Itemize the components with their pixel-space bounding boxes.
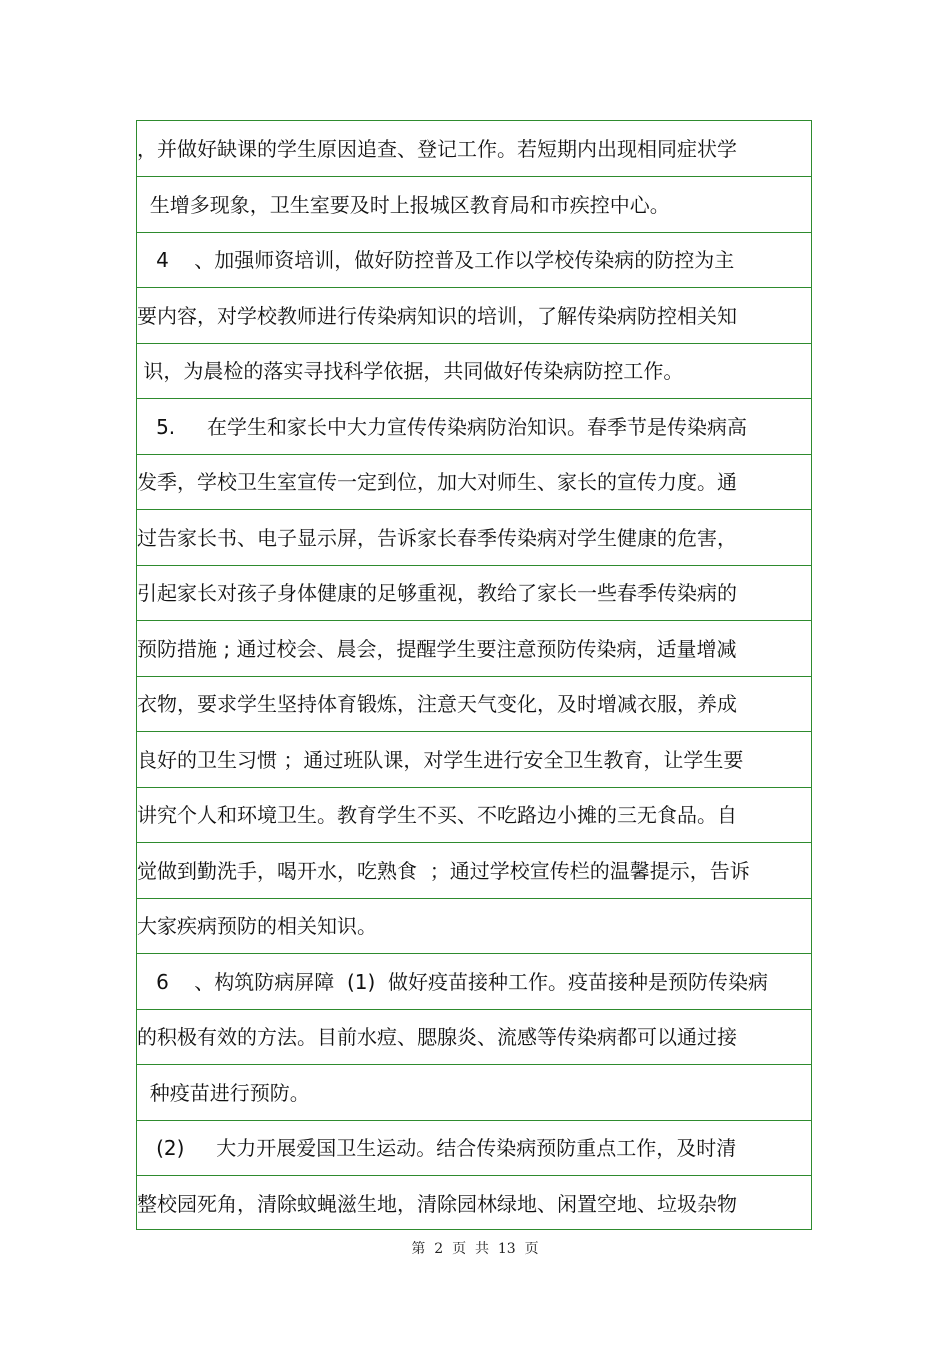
text-line: 要内容，对学校教师进行传染病知识的培训，了解传染病防控相关知 bbox=[137, 288, 811, 344]
text-line: 种疫苗进行预防。 bbox=[137, 1065, 811, 1121]
text-line: 整校园死角，清除蚊蝇滋生地，清除园林绿地、闲置空地、垃圾杂物 bbox=[137, 1192, 737, 1216]
text-line: 4 、加强师资培训，做好防控普及工作以学校传染病的防控为主 bbox=[137, 232, 811, 288]
text-line: 生增多现象，卫生室要及时上报城区教育局和市疾控中心。 bbox=[137, 177, 811, 233]
text-line: 5. 在学生和家长中大力宣传传染病防治知识。春季节是传染病高 bbox=[137, 399, 811, 455]
text-line: 识，为晨检的落实寻找科学依据，共同做好传染病防控工作。 bbox=[137, 343, 811, 399]
text-line: 觉做到勤洗手，喝开水，吃熟食 ；通过学校宣传栏的温馨提示，告诉 bbox=[137, 843, 811, 899]
text-line: 大家疾病预防的相关知识。 bbox=[137, 898, 811, 954]
text-line: 引起家长对孩子身体健康的足够重视，教给了家长一些春季传染病的 bbox=[137, 565, 811, 621]
text-line: 良好的卫生习惯 ；通过班队课，对学生进行安全卫生教育，让学生要 bbox=[137, 732, 811, 788]
text-line: 过告家长书、电子显示屏，告诉家长春季传染病对学生健康的危害， bbox=[137, 510, 811, 566]
text-line: 衣物，要求学生坚持体育锻炼，注意天气变化，及时增减衣服，养成 bbox=[137, 676, 811, 732]
ruled-text-box bbox=[136, 120, 812, 1230]
text-line: 的积极有效的方法。目前水痘、腮腺炎、流感等传染病都可以通过接 bbox=[137, 1009, 811, 1065]
text-line: ，并做好缺课的学生原因追查、登记工作。若短期内出现相同症状学 bbox=[137, 121, 811, 177]
text-line: 6 、构筑防病屏障 (1) 做好疫苗接种工作。疫苗接种是预防传染病 bbox=[137, 954, 811, 1010]
text-line: 讲究个人和环境卫生。教育学生不买、不吃路边小摊的三无食品。自 bbox=[137, 787, 811, 843]
page-number-footer: 第 2 页 共 13 页 bbox=[411, 1241, 539, 1257]
text-line: 发季，学校卫生室宣传一定到位，加大对师生、家长的宣传力度。通 bbox=[137, 454, 811, 510]
text-line: (2) 大力开展爱国卫生运动。结合传染病预防重点工作，及时清 bbox=[137, 1120, 811, 1176]
text-line: 预防措施 ; 通过校会、晨会，提醒学生要注意预防传染病，适量增减 bbox=[137, 621, 811, 677]
